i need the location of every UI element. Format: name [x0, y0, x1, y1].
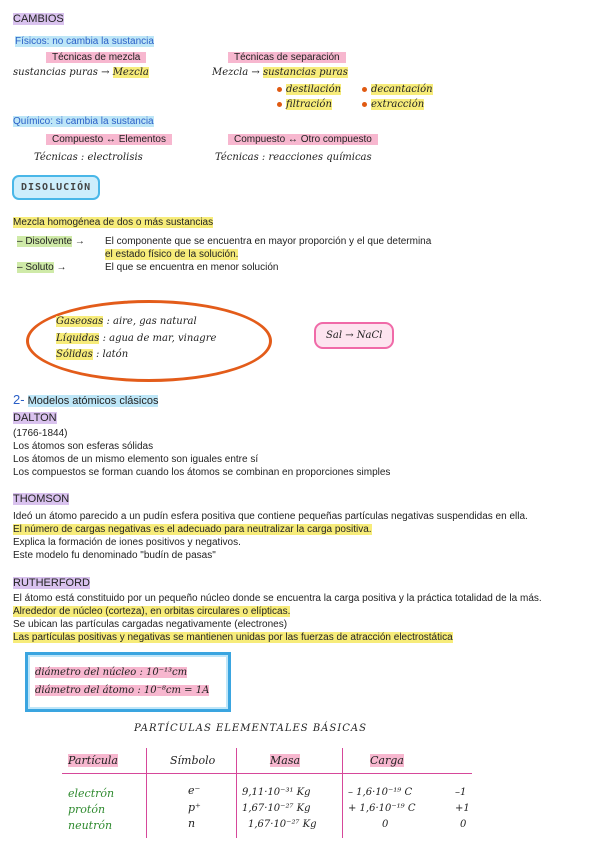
oval-line-gaseosas: Gaseosas : aire, gas natural [56, 316, 197, 327]
tecnicas-reacciones: Técnicas : reacciones químicas [215, 152, 372, 163]
arrow-icon: → [251, 67, 260, 78]
header-particula: Partícula [68, 754, 118, 767]
oval-line-solidas: Sólidas : latón [56, 349, 129, 360]
tecnicas-mezcla: Técnicas de mezcla [46, 52, 146, 63]
disolucion-def: Mezcla homogénea de dos o más sustancias [13, 217, 214, 228]
tecnicas-separacion: Técnicas de separación [228, 52, 346, 63]
dalton-years: (1766-1844) [13, 428, 68, 439]
arrow-icon: → [56, 262, 67, 273]
separacion-line [212, 67, 348, 78]
bullet-icon [362, 102, 367, 107]
fisicos-text: Físicos: no cambia la sustancia [15, 36, 154, 47]
compuesto-elementos: Compuesto ↔ Elementos [46, 134, 172, 145]
arrow-icon: → [345, 330, 354, 341]
dalton-l1: Los átomos son esferas sólidas [13, 441, 154, 452]
sep-item-1: destilación [277, 84, 341, 95]
thomson-l4: Este modelo fu denominado "budín de pasas" [13, 550, 216, 561]
table-col-divider [342, 748, 343, 838]
arrow-icon: → [101, 67, 110, 78]
mezcla-left: sustancias puras [13, 67, 98, 78]
arrow-icon: → [74, 236, 85, 247]
table-col-divider [236, 748, 237, 838]
header-carga: Carga [370, 754, 404, 767]
soluto-text: El que se encuentra en menor solución [105, 262, 279, 273]
oval-line-liquidas: Líquidas : agua de mar, vinagre [56, 333, 217, 344]
dalton-l3: Los compuestos se forman cuando los átomos se combinan en proporciones simples [13, 467, 391, 478]
table-header-line [62, 773, 472, 774]
rutherford-title: RUTHERFORD [13, 577, 90, 589]
sep-left: Mezcla [212, 67, 249, 78]
thomson-l3: Explica la formación de iones positivos y negativos. [13, 537, 241, 548]
thomson-l1: Ideó un átomo parecido a un pudín esfera positiva que contiene pequeñas partículas negativas suspendidas en ella. [13, 511, 528, 522]
thomson-l2: El número de cargas negativas es el adecuado para neutralizar la carga positiva. [13, 524, 372, 535]
header-simbolo: Símbolo [170, 754, 216, 767]
sep-item-2: decantación [362, 84, 433, 95]
header-masa: Masa [270, 754, 301, 767]
sal-box: Sal → NaCl [314, 322, 394, 349]
disolucion-title: DISOLUCIÓN [12, 175, 100, 200]
diametro-atomo: diámetro del átomo : 10⁻⁸cm = 1A [35, 685, 210, 696]
disolvente-label: – Disolvente → [17, 236, 85, 247]
double-arrow-icon: ↔ [105, 134, 116, 145]
rutherford-l2: Alrededor de núcleo (corteza), en orbitas circulares o elípticas. [13, 606, 291, 617]
double-arrow-icon: ↔ [287, 134, 298, 145]
sep-item-4: extracción [362, 99, 424, 110]
fisicos-line [15, 36, 154, 47]
mezcla-line [13, 67, 149, 78]
particulas-title: PARTÍCULAS ELEMENTALES BÁSICAS [134, 723, 367, 734]
cambios-title: CAMBIOS [13, 13, 64, 25]
bullet-icon [277, 87, 282, 92]
rutherford-l1: El átomo está constituido por un pequeño núcleo donde se encuentra la carga positiva y la práctica totalidad de la más. [13, 593, 542, 604]
disolvente-text1: El componente que se encuentra en mayor proporción y el que determina [105, 236, 432, 247]
disolvente-text2: el estado físico de la solución. [105, 249, 239, 260]
thomson-title: THOMSON [13, 493, 70, 505]
tecnicas-electrolisis: Técnicas : electrolisis [34, 152, 143, 163]
dalton-title: DALTON [13, 412, 57, 424]
bullet-icon [277, 102, 282, 107]
sep-right: sustancias puras [262, 67, 348, 78]
bullet-icon [362, 87, 367, 92]
table-col-divider [146, 748, 147, 838]
dalton-l2: Los átomos de un mismo elemento son iguales entre sí [13, 454, 259, 465]
quimico-line [13, 116, 154, 127]
compuesto-otro: Compuesto ↔ Otro compuesto [228, 134, 378, 145]
modelos-title: 2- Modelos atómicos clásicos [13, 392, 159, 407]
rutherford-l3: Se ubican las partículas cargadas negativamente (electrones) [13, 619, 288, 630]
soluto-label: – Soluto → [17, 262, 67, 273]
sep-item-3: filtración [277, 99, 332, 110]
diametro-box [25, 652, 231, 712]
mezcla-right: Mezcla [112, 67, 149, 78]
quimico-text: Químico: si cambia la sustancia [13, 116, 154, 127]
rutherford-l4: Las partículas positivas y negativas se mantienen unidas por las fuerzas de atracción electrostática [13, 632, 453, 643]
diametro-nucleo: diámetro del núcleo : 10⁻¹³cm [35, 667, 188, 678]
